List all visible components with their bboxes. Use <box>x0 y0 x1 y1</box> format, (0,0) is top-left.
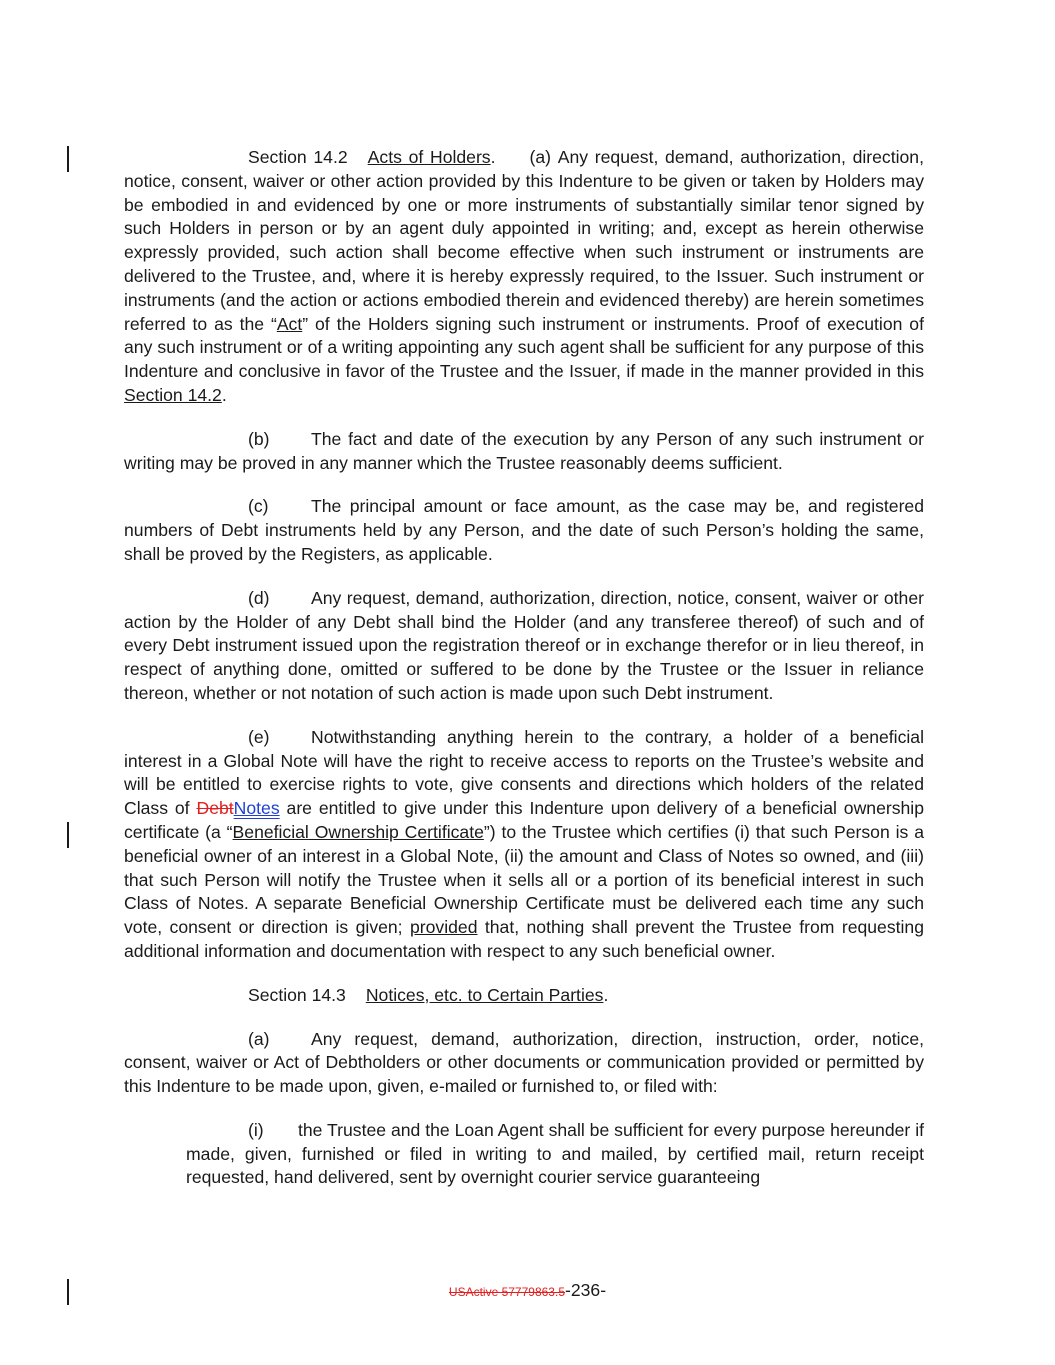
para-e-text-cont2: ”) to the Trustee which certifies (i) that such Person is a beneficial owner of an interest in a Global Note, (ii) the amount and Class of Notes so owned, and (iii) that such Person will notify the Trustee when it sells all or a portion of its beneficial interest in such Class of Notes. A separate Beneficial Ownership Certificate must be delivered each time any such vote, consent or direction is given; <box>124 821 924 938</box>
para-c-label: (c) <box>248 496 269 517</box>
section-14-3-title: Notices, etc. to Certain Parties <box>365 984 604 1005</box>
section-14-3-item-i <box>186 1119 924 1190</box>
footer-doc-ref: USActive 57779863.5 <box>448 1285 565 1299</box>
defined-term-beneficial-ownership-certificate: Beneficial Ownership Certificate <box>232 821 484 842</box>
para-e-text-cont: are entitled to give under this Indenture upon delivery of a beneficial ownership certificate (a “ <box>124 798 924 842</box>
para-e-text: Notwithstanding anything herein to the contrary, a holder of a beneficial interest in a Global Note will have the right to receive access to reports on the Trustee’s website and will be entitled to exercise rights to vote, give consents and directions which holders of the related Class of <box>124 726 924 819</box>
para-b-label: (b) <box>248 428 270 449</box>
provided-term: provided <box>409 917 478 938</box>
section-14-2-paragraph-d <box>124 587 924 706</box>
para-a-text-cont: ” of the Holders signing such instrument or instruments. Proof of execution of any such instrument or of a writing appointing any such agent shall be sufficient for any purpose of this Indenture and conclusive in favor of the Trustee and the Issuer, if made in the manner provided in this <box>124 313 924 382</box>
change-bar-top <box>67 146 69 172</box>
para-e-label: (e) <box>248 726 270 747</box>
section-14-2-reference: Section 14.2 <box>124 384 222 405</box>
section-14-2-title: Acts of Holders <box>367 147 491 167</box>
para-a-label: (a) <box>529 147 552 167</box>
item-i-text: the Trustee and the Loan Agent shall be sufficient for every purpose hereunder if made, given, furnished or filed in writing to and mailed, by certified mail, return receipt requested, hand delivered, sent by overnight courier service guaranteeing <box>186 1119 924 1188</box>
para-b-text: The fact and date of the execution by any Person of any such instrument or writing may be proved in any manner which the Trustee reasonably deems sufficient. <box>124 428 924 473</box>
section-14-2-paragraph-c <box>124 495 924 566</box>
section-14-2-paragraph-e <box>124 726 924 964</box>
change-bar-middle <box>67 822 69 848</box>
item-i-label: (i) <box>248 1119 264 1140</box>
defined-term-act: Act <box>276 313 303 334</box>
deleted-text: Debt <box>196 798 234 819</box>
section-14-3-heading-line: Section 14.3 Notices, etc. to Certain Parties. <box>248 984 609 1005</box>
page-footer <box>0 1280 1055 1301</box>
page-number: -236- <box>565 1280 607 1300</box>
para-d-label: (d) <box>248 587 270 608</box>
section-14-3-heading: Section 14.3 <box>248 984 346 1005</box>
document-body <box>124 146 924 1190</box>
para-d-text: Any request, demand, authorization, direction, notice, consent, waiver or other action by the Holder of any Debt shall bind the Holder (and any transferee thereof) of such and of every Debt instrument issued upon the registration thereof or in exchange therefor or in lieu thereof, in respect of anything done, omitted or suffered to be done by the Trustee or the Issuer in reliance thereon, whether or not notation of such action is made upon such Debt instrument. <box>124 587 924 703</box>
section-14-2-paragraph-b <box>124 428 924 476</box>
inserted-text: Notes <box>233 798 280 819</box>
section-14-3-paragraph-a <box>124 1028 924 1099</box>
para-c-text: The principal amount or face amount, as the case may be, and registered numbers of Debt instruments held by any Person, and the date of such Person’s holding the same, shall be proved by the Registers, as applicable. <box>124 496 924 564</box>
s143-para-a-label: (a) <box>248 1028 270 1049</box>
section-14-2-heading: Section 14.2 <box>248 147 348 167</box>
para-e-text-end: that, nothing shall prevent the Trustee from requesting additional information and documentation with respect to any such beneficial owner. <box>124 917 924 961</box>
para-a-text: Any request, demand, authorization, direction, notice, consent, waiver or other action provided by this Indenture to be given or taken by Holders may be embodied in and evidenced by one or more instruments of substantially similar tenor signed by such Holders in person or by an agent duly appointed in writing; and, except as herein otherwise expressly provided, such action shall become effective when such instrument or instruments are delivered to the Trustee, and, where it is hereby expressly required, to the Issuer. Such instrument or instruments (and the action or actions embodied therein and evidenced thereby) are herein sometimes referred to as the “ <box>124 147 924 334</box>
s143-para-a-text: Any request, demand, authorization, direction, instruction, order, notice, consent, waiver or Act of Debtholders or other documents or communication provided or permitted by this Indenture to be made upon, given, e-mailed or furnished to, or filed with: <box>124 1028 924 1097</box>
section-14-2-paragraph-a: Section 14.2 Acts of Holders. (a) Any request, demand, authorization, direction, notice, consent, waiver or other action provided by this Indenture to be given or taken by Holders may be embodied in and evidenced by one or more instruments of substantially similar tenor signed by such Holders in person or by an agent duly appointed in writing; and, except as herein otherwise expressly provided, such action shall become effective when such instrument or instruments are delivered to the Trustee, and, where it is hereby expressly required, to the Issuer. Such instrument or instruments (and the action or actions embodied therein and evidenced thereby) are herein sometimes referred to as the “Act” of the Holders signing such instrument or instruments. Proof of execution of any such instrument or of a writing appointing any such agent shall be sufficient for any purpose of this Indenture and conclusive in favor of the Trustee and the Issuer, if made in the manner provided in this Section 14.2. <box>124 147 924 405</box>
